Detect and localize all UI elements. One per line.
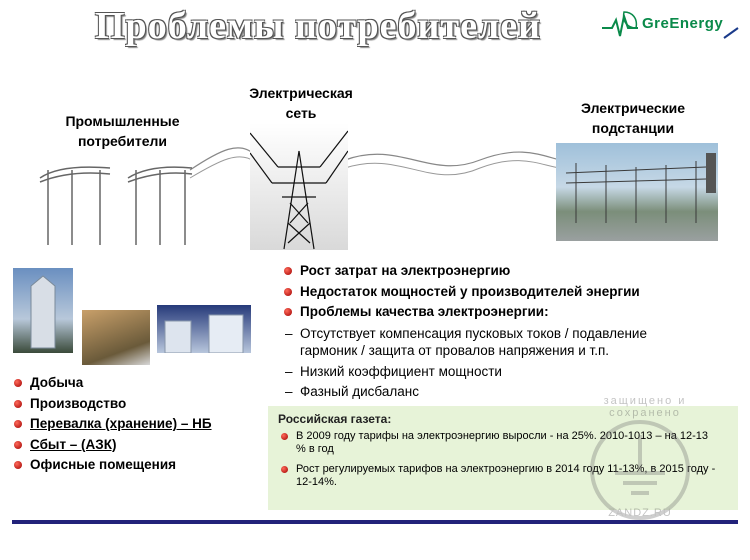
gazeta-item: В 2009 году тарифы на электроэнергию выросли - на 25%. 2010-1013 – на 12-13 % в год <box>278 430 718 456</box>
problem-subitem: – Фазный дисбаланс <box>282 382 702 403</box>
watermark-arc-text: защищено и сохранено <box>603 395 687 419</box>
bullet-icon <box>281 466 288 473</box>
footer-bar <box>12 520 738 524</box>
bullet-icon <box>14 461 22 469</box>
problem-subitem: – Низкий коэффициент мощности <box>282 362 702 383</box>
dash-marker: – <box>285 363 293 379</box>
label-electric-grid: Электрическая сеть <box>249 85 353 121</box>
bullet-icon <box>284 308 292 316</box>
bullet-icon <box>14 441 22 449</box>
watermark <box>565 395 715 525</box>
label-substations: Электрические подстанции <box>580 100 686 136</box>
dash-marker: – <box>285 384 293 399</box>
bullet-icon <box>14 400 22 408</box>
list-item: Производство <box>12 394 262 415</box>
list-item: Офисные помещения <box>12 455 262 476</box>
tower-icon <box>250 123 348 250</box>
problem-item: Проблемы качества электроэнергии: <box>282 302 702 323</box>
pipeline-photo <box>82 310 150 365</box>
substation-structures-icon <box>556 143 718 241</box>
slide-title: Проблемы потребителей <box>95 5 542 47</box>
gazeta-title: Российская газета: <box>278 412 392 426</box>
bullet-icon <box>284 288 292 296</box>
greenergy-logo <box>598 6 748 44</box>
bullet-icon <box>281 433 288 440</box>
skyscraper-icon <box>13 268 73 353</box>
list-item: Добыча <box>12 373 262 394</box>
transmission-tower-image <box>250 123 348 250</box>
watermark-site: ZANDZ.RU <box>608 507 672 519</box>
tanks-icon <box>157 305 251 353</box>
bullet-icon <box>284 267 292 275</box>
left-bullet-list <box>12 373 262 476</box>
substation-photo <box>556 143 718 241</box>
list-item: Перевалка (хранение) – НБ <box>12 414 262 435</box>
problem-item: Недостаток мощностей у производителей энергии <box>282 282 702 303</box>
logo-text: GreEnergy <box>642 15 724 32</box>
problem-subitem: – Отсутствует компенсация пусковых токов / подавление гармоник / защита от провалов напряжения и т.п. <box>285 325 647 358</box>
gazeta-item: Рост регулируемых тарифов на электроэнергию в 2014 году 11-13%, в 2015 году - 12-14%. <box>278 463 718 489</box>
problem-item: Рост затрат на электроэнергию <box>282 261 702 282</box>
dash-marker: – <box>285 325 293 341</box>
office-building-photo <box>13 268 73 353</box>
bullet-icon <box>14 420 22 428</box>
bullet-icon <box>14 379 22 387</box>
problems-list <box>282 261 702 403</box>
label-industrial-consumers: Промышленные потребители <box>65 113 180 149</box>
storage-tanks-photo <box>157 305 251 353</box>
list-item: Сбыт – (АЗК) <box>12 435 262 456</box>
